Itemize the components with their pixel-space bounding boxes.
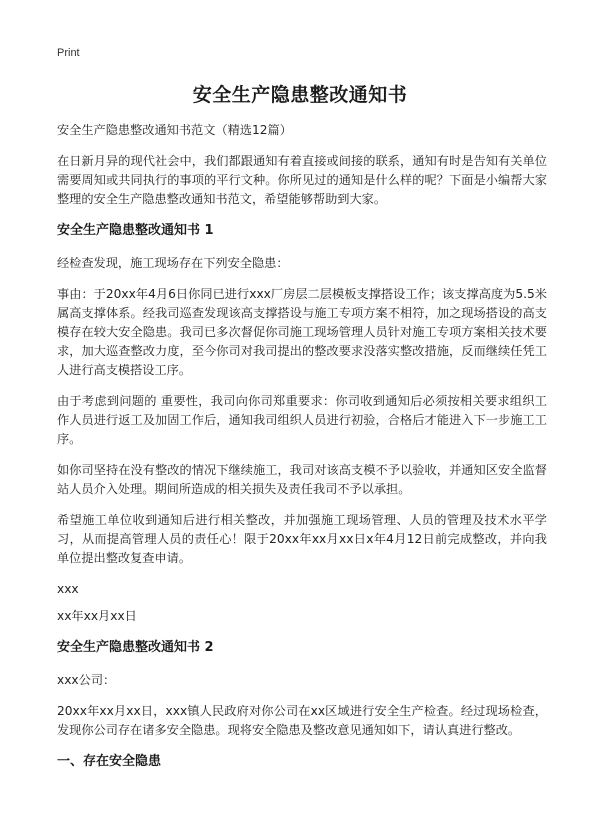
section-1-heading: 安全生产隐患整改通知书 1 xyxy=(57,223,214,238)
section-1-paragraph-2: 事由：于20xx年4月6日你同已进行xxx厂房层二层模板支撑搭设工作；该支撑高度为5.5米属高支撑体系。经我司巡查发现该高支撑搭设与施工专项方案不相符，加之现场搭设的高支模存在较大安全隐患。我司已多次督促你司施工现场管理人员针对施工专项方案相关技术要求，加大巡查整改力度，至今你司对我司提出的整改要求没落实整改措施，反而继续任凭工人进行高支模搭设工序。 xyxy=(57,287,547,377)
section-2-paragraph-1: 20xx年xx月xx日，xxx镇人民政府对你公司在xx区域进行安全生产检查。经过现场检查，发现你公司存在诸多安全隐患。现将安全隐患及整改意见通知如下，请认真进行整改。 xyxy=(57,704,547,737)
section-1-paragraph-3: 由于考虑到问题的 重要性，我司向你司郑重要求：你司收到通知后必须按相关要求组织工作人员进行返工及加固工作后，通知我司组织人员进行初验，合格后才能进入下一步施工工序。 xyxy=(57,394,547,446)
intro-paragraph: 在日新月异的现代社会中，我们都跟通知有着直接或间接的联系，通知有时是告知有关单位需要周知或共同执行的事项的平行文种。你所见过的通知是什么样的呢？下面是小编帮大家整理的安全生产隐患整改通知书范文，希望能够帮助到大家。 xyxy=(57,154,547,206)
document-subtitle: 安全生产隐患整改通知书范文（精选12篇） xyxy=(57,123,292,137)
section-1-signer: xxx xyxy=(57,582,79,596)
section-1-paragraph-4: 如你司坚持在没有整改的情况下继续施工，我司对该高支模不予以验收，并通知区安全监督站人员介入处理。期间所造成的相关损失及责任我司不予以承担。 xyxy=(57,463,547,496)
section-1-date: xx年xx月xx日 xyxy=(57,609,137,623)
section-2-addressee: xxx公司： xyxy=(57,673,116,687)
section-2-sub-heading: 一、存在安全隐患 xyxy=(57,754,162,769)
document-title: 安全生产隐患整改通知书 xyxy=(192,84,408,106)
print-link[interactable]: Print xyxy=(57,47,80,59)
section-1-paragraph-5: 希望施工单位收到通知后进行相关整改，并加强施工现场管理、人员的管理及技术水平学习，从而提高管理人员的责任心！限于20xx年xx月xx日x年4月12日前完成整改，并向我单位提出整改复查申请。 xyxy=(57,513,547,565)
document-body xyxy=(57,121,547,785)
section-1-paragraph-1: 经检查发现，施工现场存在下列安全隐患： xyxy=(57,256,289,270)
section-2-heading: 安全生产隐患整改通知书 2 xyxy=(57,640,214,655)
